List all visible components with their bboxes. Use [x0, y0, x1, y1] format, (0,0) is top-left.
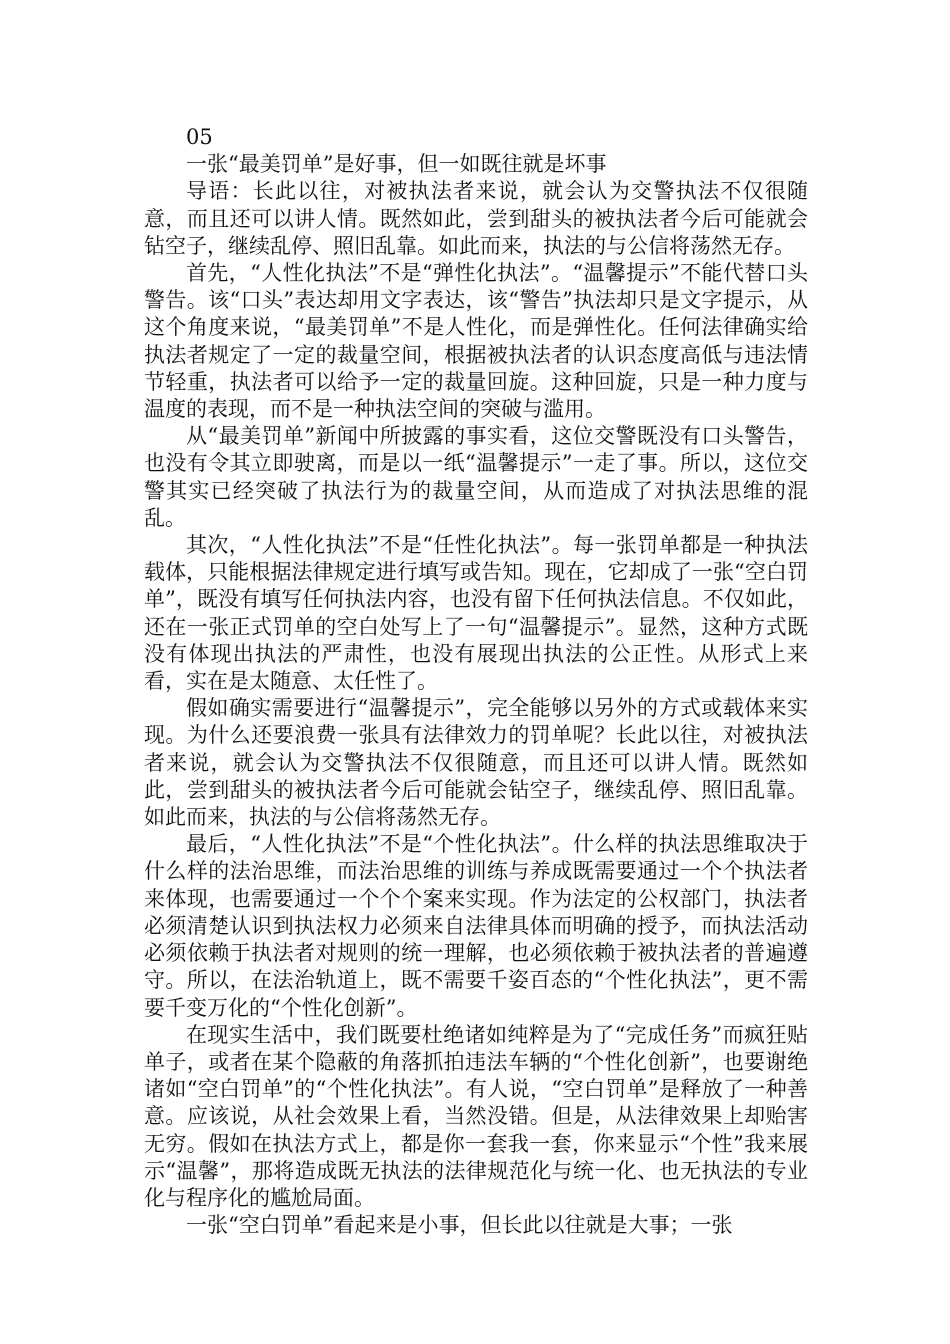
body-paragraph-truncated: 一张“空白罚单”看起来是小事，但长此以往就是大事；一张 [186, 1213, 733, 1238]
section-number: 05 [186, 125, 213, 149]
body-paragraph: 最后，“人性化执法”不是“个性化执法”。什么样的执法思维取决于什么样的法治思维，而法治思维的训练与养成既需要通过一个个执法者来体现，也需要通过一个个个案来实现。作为法定的公权部门，执法者必须清楚认识到执法权力必须来自法律具体而明确的授予，而执法活动必须依赖于执法者对规则的统一理解，也必须依赖于被执法者的普遍遵守。所以，在法治轨道上，既不需要千姿百态的“个性化执法”，更不需要千变万化的“个性化创新”。 [144, 832, 808, 1020]
article-title: 一张“最美罚单”是好事，但一如既往就是坏事 [186, 152, 607, 177]
body-paragraph: 首先，“人性化执法”不是“弹性化执法”。“温馨提示”不能代替口头警告。该“口头”表达却用文字表达，该“警告”执法却只是文字提示，从这个角度来说，“最美罚单”不是人性化，而是弹性化。任何法律确实给执法者规定了一定的裁量空间，根据被执法者的认识态度高低与违法情节轻重，执法者可以给予一定的裁量回旋。这种回旋，只是一种力度与温度的表现，而不是一种执法空间的突破与滥用。 [144, 261, 808, 422]
document-body [144, 124, 808, 1239]
body-paragraph: 假如确实需要进行“温馨提示”，完全能够以另外的方式或载体来实现。为什么还要浪费一张具有法律效力的罚单呢？长此以往，对被执法者来说，就会认为交警执法不仅很随意，而且还可以讲人情。既然如此，尝到甜头的被执法者今后可能就会钻空子，继续乱停、照旧乱靠。如此而来，执法的与公信将荡然无存。 [144, 696, 808, 830]
body-paragraph: 从“最美罚单”新闻中所披露的事实看，这位交警既没有口头警告，也没有令其立即驶离，而是以一纸“温馨提示”一走了事。所以，这位交警其实已经突破了执法行为的裁量空间，从而造成了对执法思维的混乱。 [144, 424, 808, 530]
body-paragraph: 在现实生活中，我们既要杜绝诸如纯粹是为了“完成任务”而疯狂贴单子，或者在某个隐蔽的角落抓拍违法车辆的“个性化创新”，也要谢绝诸如“空白罚单”的“个性化执法”。有人说，“空白罚单”是释放了一种善意。应该说，从社会效果上看，当然没错。但是，从法律效果上却贻害无穷。假如在执法方式上，都是你一套我一套，你来显示“个性”我来展示“温馨”，那将造成既无执法的法律规范化与统一化、也无执法的专业化与程序化的尴尬局面。 [144, 1022, 808, 1210]
lead-paragraph: 导语：长此以往，对被执法者来说，就会认为交警执法不仅很随意，而且还可以讲人情。既然如此，尝到甜头的被执法者今后可能就会钻空子，继续乱停、照旧乱靠。如此而来，执法的与公信将荡然无存。 [144, 179, 808, 258]
body-paragraph: 其次，“人性化执法”不是“任性化执法”。每一张罚单都是一种执法载体，只能根据法律规定进行填写或告知。现在，它却成了一张“空白罚单”，既没有填写任何执法内容，也没有留下任何执法信息。不仅如此，还在一张正式罚单的空白处写上了一句“温馨提示”。显然，这种方式既没有体现出执法的严肃性，也没有展现出执法的公正性。从形式上来看，实在是太随意、太任性了。 [144, 533, 808, 694]
